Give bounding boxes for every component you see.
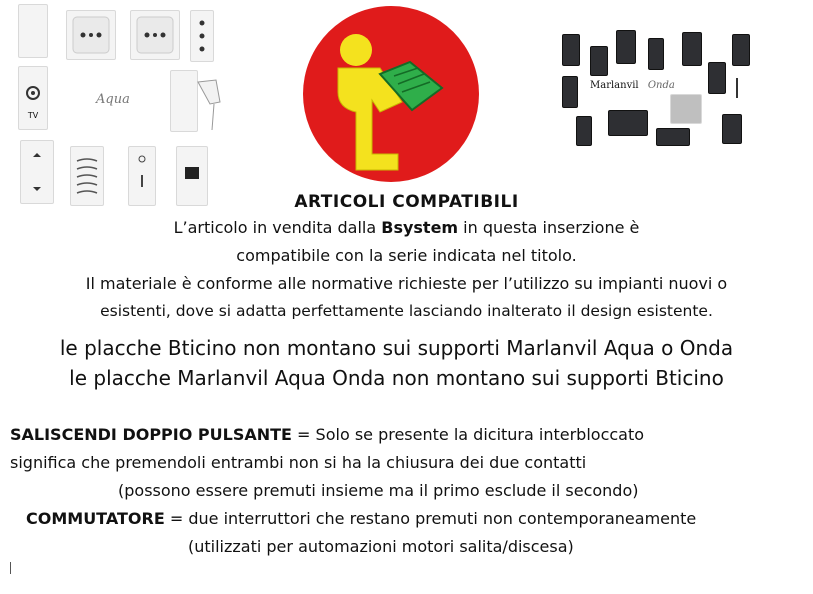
brand-label: Marlanvil	[590, 80, 639, 91]
paragraph-line-1	[0, 218, 813, 238]
wire-shape	[196, 74, 222, 134]
tv-socket-icon	[19, 67, 47, 107]
dark-module-9	[576, 116, 592, 146]
p1-brand: Bsystem	[381, 218, 459, 237]
commutatore-rest: = due interruttori che restano premuti non contemporaneamente	[164, 509, 697, 528]
paragraph-line-2: compatibile con la serie indicata nel titolo.	[236, 246, 577, 265]
dark-module-11	[722, 114, 742, 144]
dark-module-3	[616, 30, 636, 64]
p1-pre: L’articolo in vendita dalla	[173, 218, 382, 237]
dark-frame	[608, 110, 648, 136]
dark-module-8	[708, 62, 726, 94]
dark-module-10	[656, 128, 690, 146]
blank-plate-image	[18, 4, 48, 58]
tv-label: TV	[27, 111, 39, 120]
p1-post: in questa inserzione è	[458, 218, 640, 237]
grey-socket-image	[670, 94, 702, 124]
warning-line-1: le placche Bticino non montano sui supporti Marlanvil Aqua o Onda	[59, 336, 734, 360]
dark-module-2	[590, 46, 608, 76]
socket-icon	[67, 11, 115, 59]
series-label: Onda	[647, 80, 675, 91]
switch-with-wire-image	[170, 70, 198, 132]
aqua-label: Aqua	[96, 92, 130, 107]
text-cursor	[10, 562, 11, 574]
dark-module-1	[562, 34, 580, 66]
saliscendi-line-2: significa che premendoli entrambi non si ha la chiusura dei due contatti	[10, 453, 587, 472]
dark-wire-shape	[736, 78, 752, 98]
paragraph-line-4: esistenti, dove si adatta perfettamente lasciando inalterato il design esistente.	[100, 302, 713, 320]
tv-socket-image	[18, 66, 48, 130]
commutatore-line-1	[26, 509, 696, 529]
italian-socket-image	[130, 10, 180, 60]
dark-module-4	[648, 38, 664, 70]
saliscendi-line-3: (possono essere premuti insieme ma il primo esclude il secondo)	[118, 481, 639, 500]
schuko-socket-image	[66, 10, 116, 60]
triple-pin-socket-image	[190, 10, 214, 62]
warning-line-2: le placche Marlanvil Aqua Onda non montano sui supporti Bticino	[69, 366, 724, 390]
dark-module-7	[562, 76, 578, 108]
saliscendi-rest: = Solo se presente la dicitura interbloccato	[291, 425, 645, 444]
commutatore-heading: COMMUTATORE	[26, 509, 165, 528]
dark-module-5	[682, 32, 702, 66]
dark-module-6	[732, 34, 750, 66]
saliscendi-heading: SALISCENDI DOPPIO PULSANTE	[10, 425, 292, 444]
title: ARTICOLI COMPATIBILI	[294, 192, 519, 212]
marlanvil-label	[590, 80, 675, 91]
paragraph-line-3: Il materiale è conforme alle normative richieste per l’utilizzo su impianti nuovi o	[85, 274, 728, 293]
commutatore-line-2: (utilizzati per automazioni motori salita/discesa)	[188, 537, 574, 556]
reading-person-logo-icon	[298, 4, 484, 184]
saliscendi-line-1	[10, 425, 644, 445]
